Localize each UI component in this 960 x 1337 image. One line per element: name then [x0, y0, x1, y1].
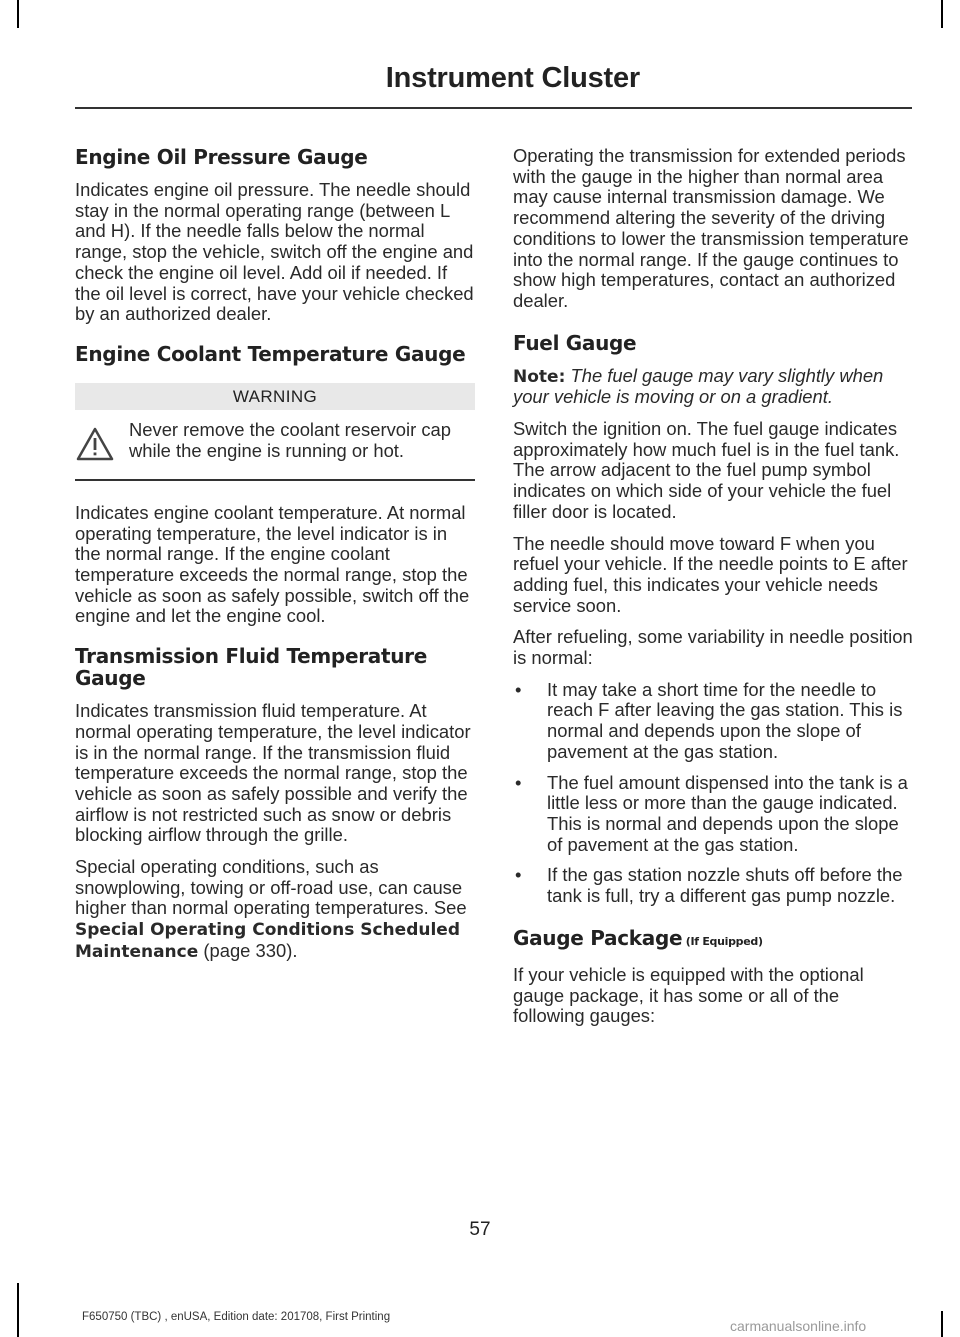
special-conditions-paragraph [75, 857, 475, 963]
gauge-package-paragraph: If your vehicle is equipped with the optional gauge package, it has some or all of the following gauges: [513, 963, 864, 1027]
footer-edition-info: F650750 (TBC) , enUSA, Edition date: 201708, First Printing [82, 1311, 391, 1323]
page-reference: (page 330). [198, 939, 298, 961]
oil-pressure-heading: Engine Oil Pressure Gauge [75, 145, 368, 169]
bullet-text: If the gas station nozzle shuts off before the tank is full, try a different gas pump nozzle. [547, 864, 903, 907]
left-column [75, 146, 475, 974]
coolant-paragraph: Indicates engine coolant temperature. At normal operating temperature, the level indicator is in the normal range. If the engine coolant temperature exceeds the normal range, stop the vehicle as soon as safely possible, switch off the engine and let the engine cool. [75, 501, 470, 627]
transmission-continued-paragraph: Operating the transmission for extended periods with the gauge in the higher than normal area may cause internal transmission damage. We recommend altering the severity of the driving conditions to lower the transmission temperature into the normal range. If the gauge continues to show high temperatures, contact an authorized dealer. [513, 145, 909, 311]
crop-mark-bottom-left [17, 1283, 19, 1337]
oil-pressure-paragraph: Indicates engine oil pressure. The needle should stay in the normal operating range (between L and H). If the needle falls below the normal range, stop the vehicle, switch off the engine and check the engine oil level. Add oil if needed. If the oil level is correct, have your vehicle checked by an authorized dealer. [75, 179, 474, 325]
transmission-paragraph: Indicates transmission fluid temperature. At normal operating temperature, the level indicator is in the normal range. If the transmission fluid temperature exceeds the normal range, stop the vehicle as soon as safely possible and verify the airflow is not restricted such as snow or debris blocking airflow through the grille. [75, 700, 471, 846]
warning-label: WARNING [75, 383, 475, 410]
coolant-heading: Engine Coolant Temperature Gauge [75, 341, 466, 366]
fuel-gauge-heading: Fuel Gauge [513, 330, 637, 355]
watermark: carmanualsonline.info [730, 1318, 867, 1334]
bullet-icon: • [515, 678, 522, 700]
right-column [513, 146, 913, 1038]
page-title: Instrument Cluster [385, 62, 640, 94]
special-maintenance-link[interactable]: Special Operating Conditions Scheduled Maintenance [75, 920, 460, 962]
note-text: The fuel gauge may vary slightly when your vehicle is moving or on a gradient. [513, 364, 884, 408]
bullet-icon: • [515, 864, 522, 886]
fuel-note [513, 366, 913, 408]
gauge-package-heading [513, 927, 913, 953]
warning-body [75, 410, 475, 481]
warning-box [75, 383, 475, 481]
crop-mark-top-right [941, 0, 943, 28]
fuel-paragraph-2: The needle should move toward F when you refuel your vehicle. If the needle points to E after adding fuel, this indicates your vehicle needs service soon. [513, 532, 908, 616]
note-label: Note: [513, 366, 566, 387]
transmission-heading: Transmission Fluid Temperature Gauge [75, 644, 427, 691]
gauge-package-title: Gauge Package [513, 925, 683, 950]
bullet-text: It may take a short time for the needle to reach F after leaving the gas station. This is normal and depends upon the slope of pavement at the gas station. [547, 678, 903, 762]
header-divider [75, 107, 912, 109]
special-text: Special operating conditions, such as snowplowing, towing or off-road use, can cause higher than normal operating temperatures. See [75, 856, 467, 919]
if-equipped-label: (If Equipped) [682, 934, 763, 948]
list-item [513, 773, 913, 856]
fuel-paragraph-3: After refueling, some variability in needle position is normal: [513, 626, 913, 669]
bullet-text: The fuel amount dispensed into the tank is a little less or more than the gauge indicated. This is normal and depends upon the slope of pavement at the gas station. [547, 771, 908, 855]
list-item [513, 680, 913, 763]
page-number: 57 [469, 1219, 491, 1240]
warning-triangle-icon [75, 420, 129, 467]
warning-text: Never remove the coolant reservoir cap while the engine is running or hot. [129, 418, 451, 461]
crop-mark-top-left [17, 0, 19, 28]
fuel-paragraph-1: Switch the ignition on. The fuel gauge indicates approximately how much fuel is in the fuel tank. The arrow adjacent to the fuel pump symbol indicates on which side of your vehicle the fuel filler door is located. [513, 418, 900, 522]
list-item [513, 865, 913, 906]
fuel-bullet-list [513, 680, 913, 907]
bullet-icon: • [515, 771, 522, 793]
crop-mark-bottom-right [941, 1311, 943, 1337]
